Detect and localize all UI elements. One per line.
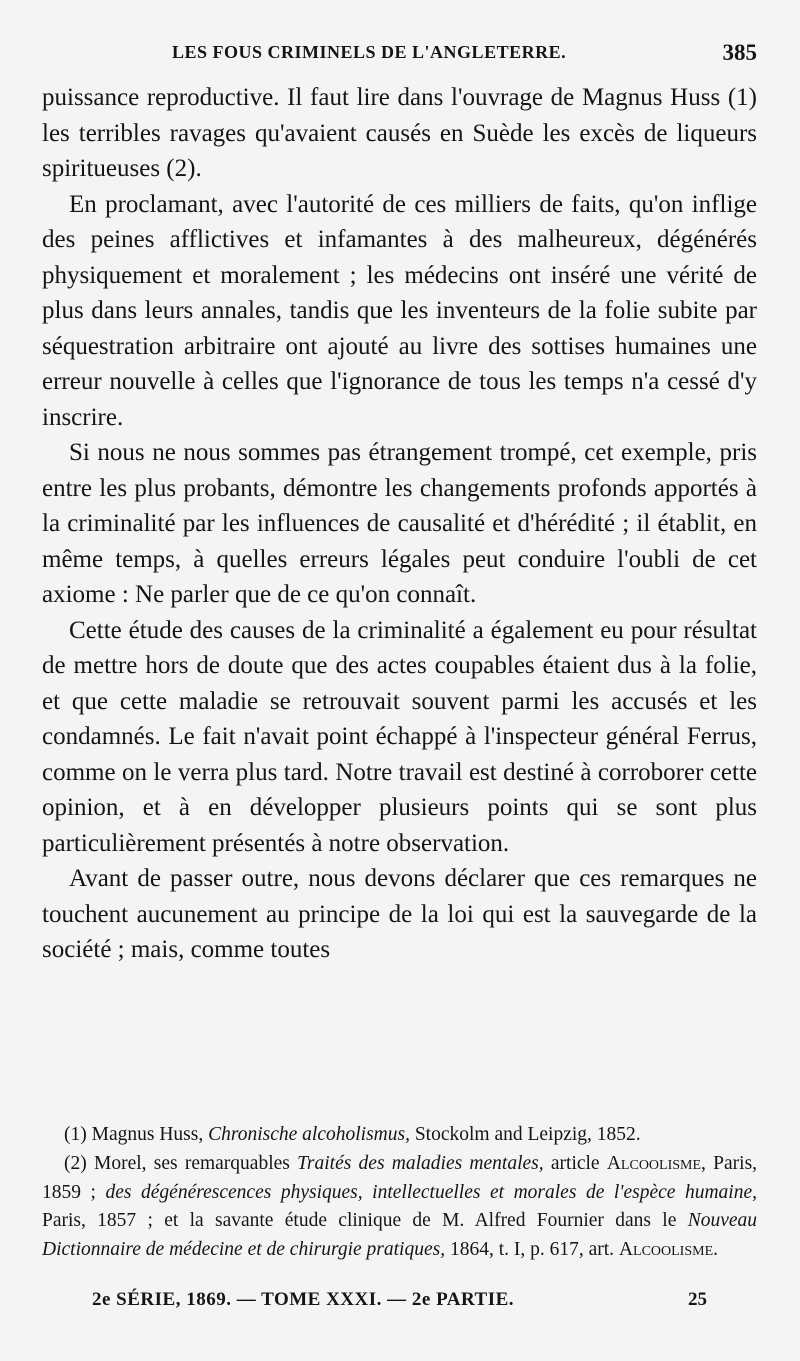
footnote-2-title-a: Traités des maladies mentales, xyxy=(297,1152,544,1174)
footnote-2-text-d: Paris, 1857 ; et la savante étude clinique de M. Alfred Fournier dans le xyxy=(42,1210,677,1232)
footnote-2-text-a: Morel, ses remarquables xyxy=(94,1152,290,1174)
footnote-1-imprint: Stockolm and Leipzig, 1852. xyxy=(414,1124,641,1145)
paragraph-4: Cette étude des causes de la criminalité a également eu pour résultat de mettre hors de doute que des actes coupables étaient dus à la folie, et que cette maladie se retrouvait souvent parmi les accusés et les condamnés. Le fait n'avait point échappé à l'inspecteur général Ferrus, comme on le verra plus tard. Notre travail est destiné à corroborer cette opinion, et à en développer plusieurs points qui se sont plus particulièrement présentés à notre observation. xyxy=(42,616,757,857)
page-footer xyxy=(42,1289,757,1319)
page-header xyxy=(42,38,757,72)
paragraph-3: Si nous ne nous sommes pas étrangement trompé, cet exemple, pris entre les plus probants, démontre les changements profonds apportés à la criminalité par les influences de causalité et d'hérédité ; il établit, en même temps, à quelles erreurs légales peut conduire l'oubli de cet axiome : Ne parler que de ce qu'on connaît. xyxy=(42,439,757,608)
footnote-2-title-c: Nouveau Dictionnaire de médecine et de chirurgie pratiques, xyxy=(42,1210,758,1261)
footnote-2-smallcaps-a: Alcoolisme, xyxy=(606,1152,706,1174)
signature-line: 2e SÉRIE, 1869. — TOME XXXI. — 2e PARTIE. xyxy=(92,1289,515,1310)
footnote-1-title: Chronische alcoholismus, xyxy=(208,1124,410,1145)
footnote-1-marker: (1) xyxy=(64,1124,87,1145)
running-title: LES FOUS CRIMINELS DE L'ANGLETERRE. xyxy=(172,42,567,62)
footnote-2 xyxy=(42,1150,757,1265)
paragraph-5: Avant de passer outre, nous devons déclarer que ces remarques ne touchent aucunement au principe de la loi qui est la sauvegarde de la société ; mais, comme toutes xyxy=(42,865,757,963)
footnote-2-text-c: Paris, 1859 ; xyxy=(42,1152,758,1203)
footnote-2-title-b: des dégénérescences physiques, intellectuelles et morales de l'espèce humaine, xyxy=(105,1181,758,1203)
footnote-2-text-e: 1864, t. I, p. 617, art. xyxy=(449,1239,615,1261)
footnote-1 xyxy=(42,1121,757,1150)
sheet-number: 25 xyxy=(688,1289,707,1310)
footnote-2-smallcaps-b: Alcoolisme. xyxy=(618,1239,719,1261)
paragraph-1: puissance reproductive. Il faut lire dans l'ouvrage de Magnus Huss (1) les terribles ravages qu'avaient causés en Suède les excès de liqueurs spiritueuses (2). xyxy=(42,84,757,182)
footnotes xyxy=(42,1121,757,1265)
body-text xyxy=(42,80,757,968)
footnote-2-text-b: article xyxy=(550,1152,600,1174)
paragraph-2: En proclamant, avec l'autorité de ces milliers de faits, qu'on inflige des peines afflictives et infamantes à des malheureux, dégénérés physiquement et moralement ; les médecins ont inséré une vérité de plus dans leurs annales, tandis que les inventeurs de la folie subite par séquestration arbitraire ont ajouté au livre des sottises humaines une erreur nouvelle à celles que l'ignorance de tous les temps n'a cessé d'y inscrire. xyxy=(42,190,757,431)
page-number: 385 xyxy=(722,40,757,65)
footnote-2-marker: (2) xyxy=(64,1152,87,1174)
footnote-1-author: Magnus Huss, xyxy=(91,1124,204,1145)
